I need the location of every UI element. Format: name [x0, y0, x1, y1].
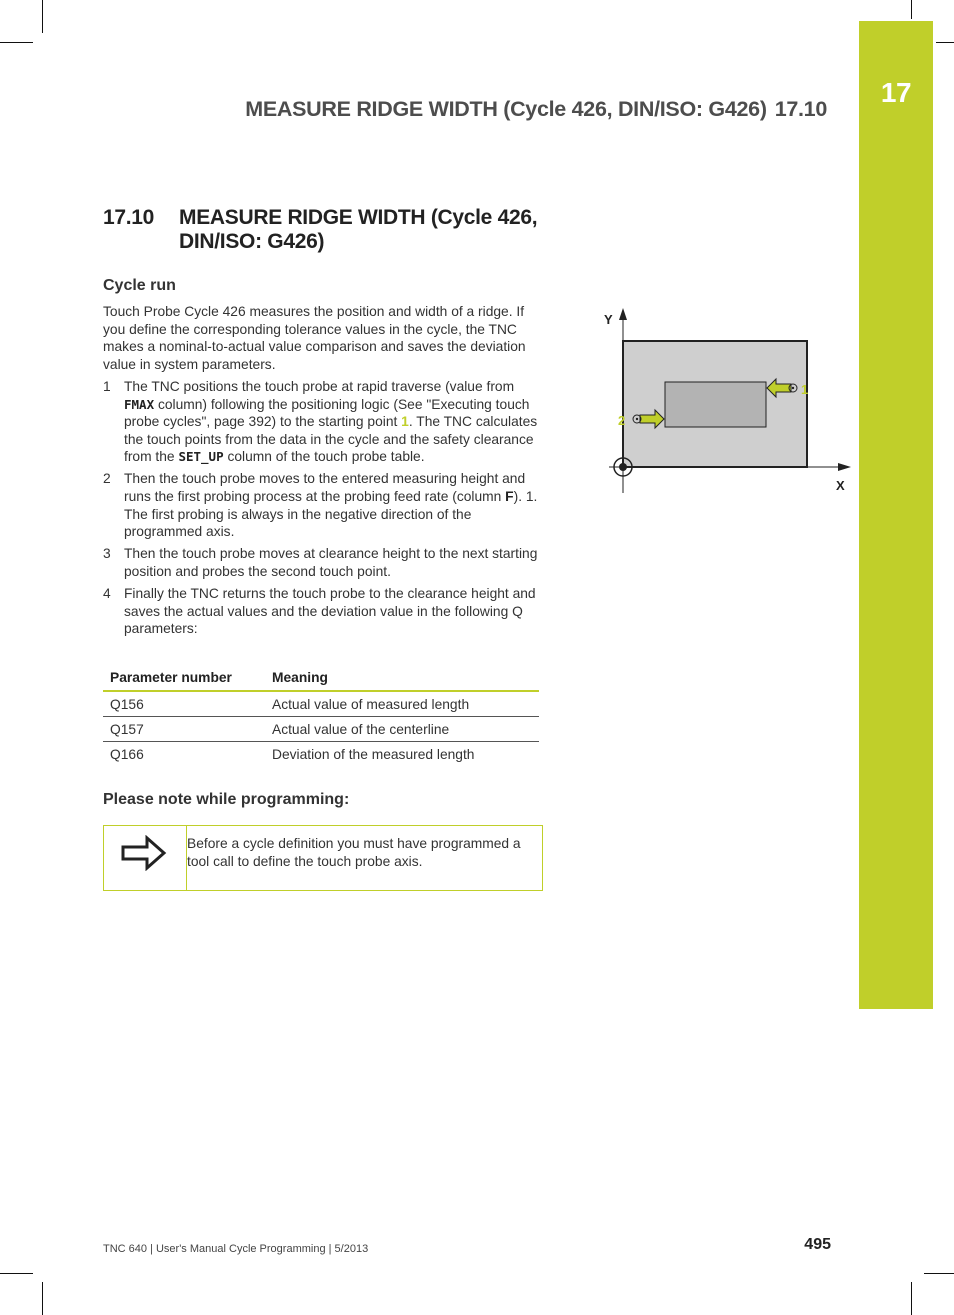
axis-label-y: Y [604, 312, 613, 327]
section-title: MEASURE RIDGE WIDTH (Cycle 426, DIN/ISO: G426) [179, 206, 538, 253]
note-icon-cell [104, 826, 187, 890]
step-text-part: column of the touch probe table. [223, 449, 425, 465]
crop-mark [911, 1282, 912, 1315]
list-item [103, 585, 539, 638]
q-parameters-table [103, 668, 539, 766]
column-header-parameter: Parameter number [103, 668, 265, 691]
step-text-part: The TNC positions the touch probe at rapid traverse (value from [124, 379, 515, 394]
step-number: 2 [103, 471, 111, 487]
table-header-row [103, 668, 539, 691]
step-text: Finally the TNC returns the touch probe to the clearance height and saves the actual values and the deviation value in the following Q parameters: [124, 586, 536, 637]
cycle-run-heading: Cycle run [103, 277, 176, 294]
step-number: 4 [103, 586, 111, 602]
table-row [103, 742, 539, 767]
step-text-part: column) following the positioning logic (See "Executing touch probe cycles", page 392) to the starting point [124, 396, 530, 430]
table-cell: Q166 [110, 746, 144, 762]
x-axis-arrow-icon [838, 463, 851, 471]
crop-mark [42, 0, 43, 33]
list-item [103, 470, 539, 540]
table-cell: Deviation of the measured length [272, 746, 475, 762]
arrow-right-icon [121, 835, 167, 871]
running-header-section: 17.10 [774, 97, 827, 121]
chapter-tab [859, 21, 933, 1009]
footer-text: TNC 640 | User's Manual Cycle Programming | 5/2013 [103, 1243, 369, 1255]
table-cell: Actual value of measured length [265, 691, 539, 717]
chapter-number: 17 [880, 77, 912, 108]
probe-point-1-dot [792, 387, 794, 389]
list-item [103, 545, 539, 580]
code-fmax: FMAX [124, 396, 155, 412]
step-text-part: . The TNC calculates the touch points from the data in the cycle and the safety clearance from the [124, 414, 538, 465]
list-item [103, 378, 539, 466]
figure-svg [595, 305, 855, 500]
crop-mark [0, 42, 33, 43]
step-text [124, 470, 539, 540]
ridge-width-figure [595, 305, 855, 505]
probe-point-2-dot [636, 418, 638, 420]
cycle-run-intro: Touch Probe Cycle 426 measures the position and width of a ridge. If you define the corresponding tolerance values in the cycle, the TNC makes a nominal-to-actual value comparison and saves the deviation value in system parameters. [103, 304, 526, 372]
code-set-up: SET_UP [178, 449, 224, 465]
running-header-title: MEASURE RIDGE WIDTH (Cycle 426, DIN/ISO: G426) [245, 97, 767, 121]
step-text [124, 378, 539, 466]
crop-mark [924, 1273, 954, 1274]
note-box [103, 825, 543, 891]
crop-mark [911, 0, 912, 19]
point-label-1: 1 [801, 382, 809, 397]
step-text: Then the touch probe moves at clearance height to the next starting position and probes the second touch point. [124, 546, 538, 579]
step-number: 1 [103, 379, 111, 394]
y-axis-arrow-icon [619, 308, 627, 320]
table-row [103, 691, 539, 717]
step-number: 3 [103, 546, 111, 562]
table-cell: Q157 [103, 717, 265, 742]
note-heading: Please note while programming: [103, 791, 350, 808]
step-text-part: ). 1. The first probing is always in the negative direction of the programmed axis. [124, 489, 538, 540]
crop-mark [0, 1273, 33, 1274]
page-number: 495 [804, 1236, 831, 1253]
cycle-steps-list [103, 378, 539, 642]
step-text-part: Then the touch probe moves to the entered measuring height and runs the first probing process at the probing feed rate (column [124, 471, 526, 505]
highlight-point-1: 1 [401, 414, 409, 430]
column-header-meaning: Meaning [265, 668, 539, 691]
crop-mark [936, 42, 954, 43]
column-f: F [505, 489, 514, 505]
point-label-2: 2 [618, 413, 626, 428]
table-cell: Q156 [103, 691, 265, 717]
section-number: 17.10 [103, 206, 155, 229]
table-cell: Actual value of the centerline [265, 717, 539, 742]
ridge [665, 382, 766, 427]
crop-mark [42, 1282, 43, 1315]
table-row [103, 717, 539, 742]
axis-label-x: X [836, 478, 845, 493]
note-text: Before a cycle definition you must have programmed a tool call to define the touch probe axis. [187, 836, 521, 869]
running-header [245, 97, 827, 122]
